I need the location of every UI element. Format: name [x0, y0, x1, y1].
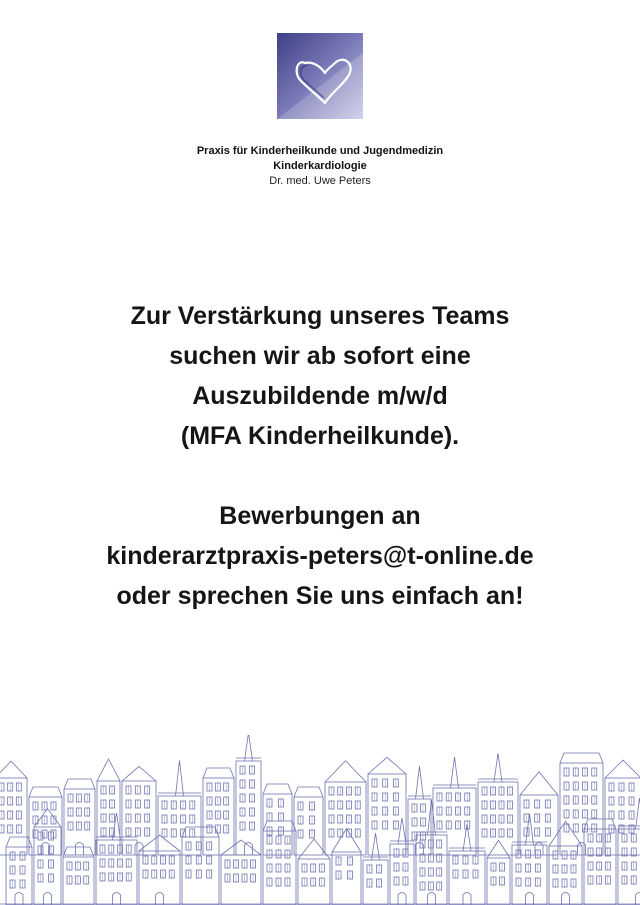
- contact-line: Bewerbungen an: [219, 502, 421, 530]
- town-houses-icon: [0, 735, 640, 905]
- practice-name: Praxis für Kinderheilkunde und Jugendmedizin: [196, 145, 444, 157]
- announcement-line: suchen wir ab sofort eine: [169, 342, 471, 370]
- announcement-line: (MFA Kinderheilkunde).: [180, 422, 460, 450]
- heart-logo-icon: [277, 33, 363, 119]
- announcement-line: Zur Verstärkung unseres Teams: [130, 302, 510, 330]
- practice-header: [0, 144, 640, 189]
- announcement-line: Auszubildende m/w/d: [192, 382, 448, 410]
- practice-specialty: Kinderkardiologie: [273, 160, 367, 172]
- contact-email: kinderarztpraxis-peters@t-online.de: [106, 542, 534, 570]
- spacer: [0, 456, 640, 496]
- houses-illustration: [0, 735, 640, 905]
- practice-logo: [277, 33, 363, 119]
- contact-line: oder sprechen Sie uns einfach an!: [116, 582, 524, 610]
- doctor-name: Dr. med. Uwe Peters: [269, 175, 371, 187]
- job-announcement: [0, 296, 640, 616]
